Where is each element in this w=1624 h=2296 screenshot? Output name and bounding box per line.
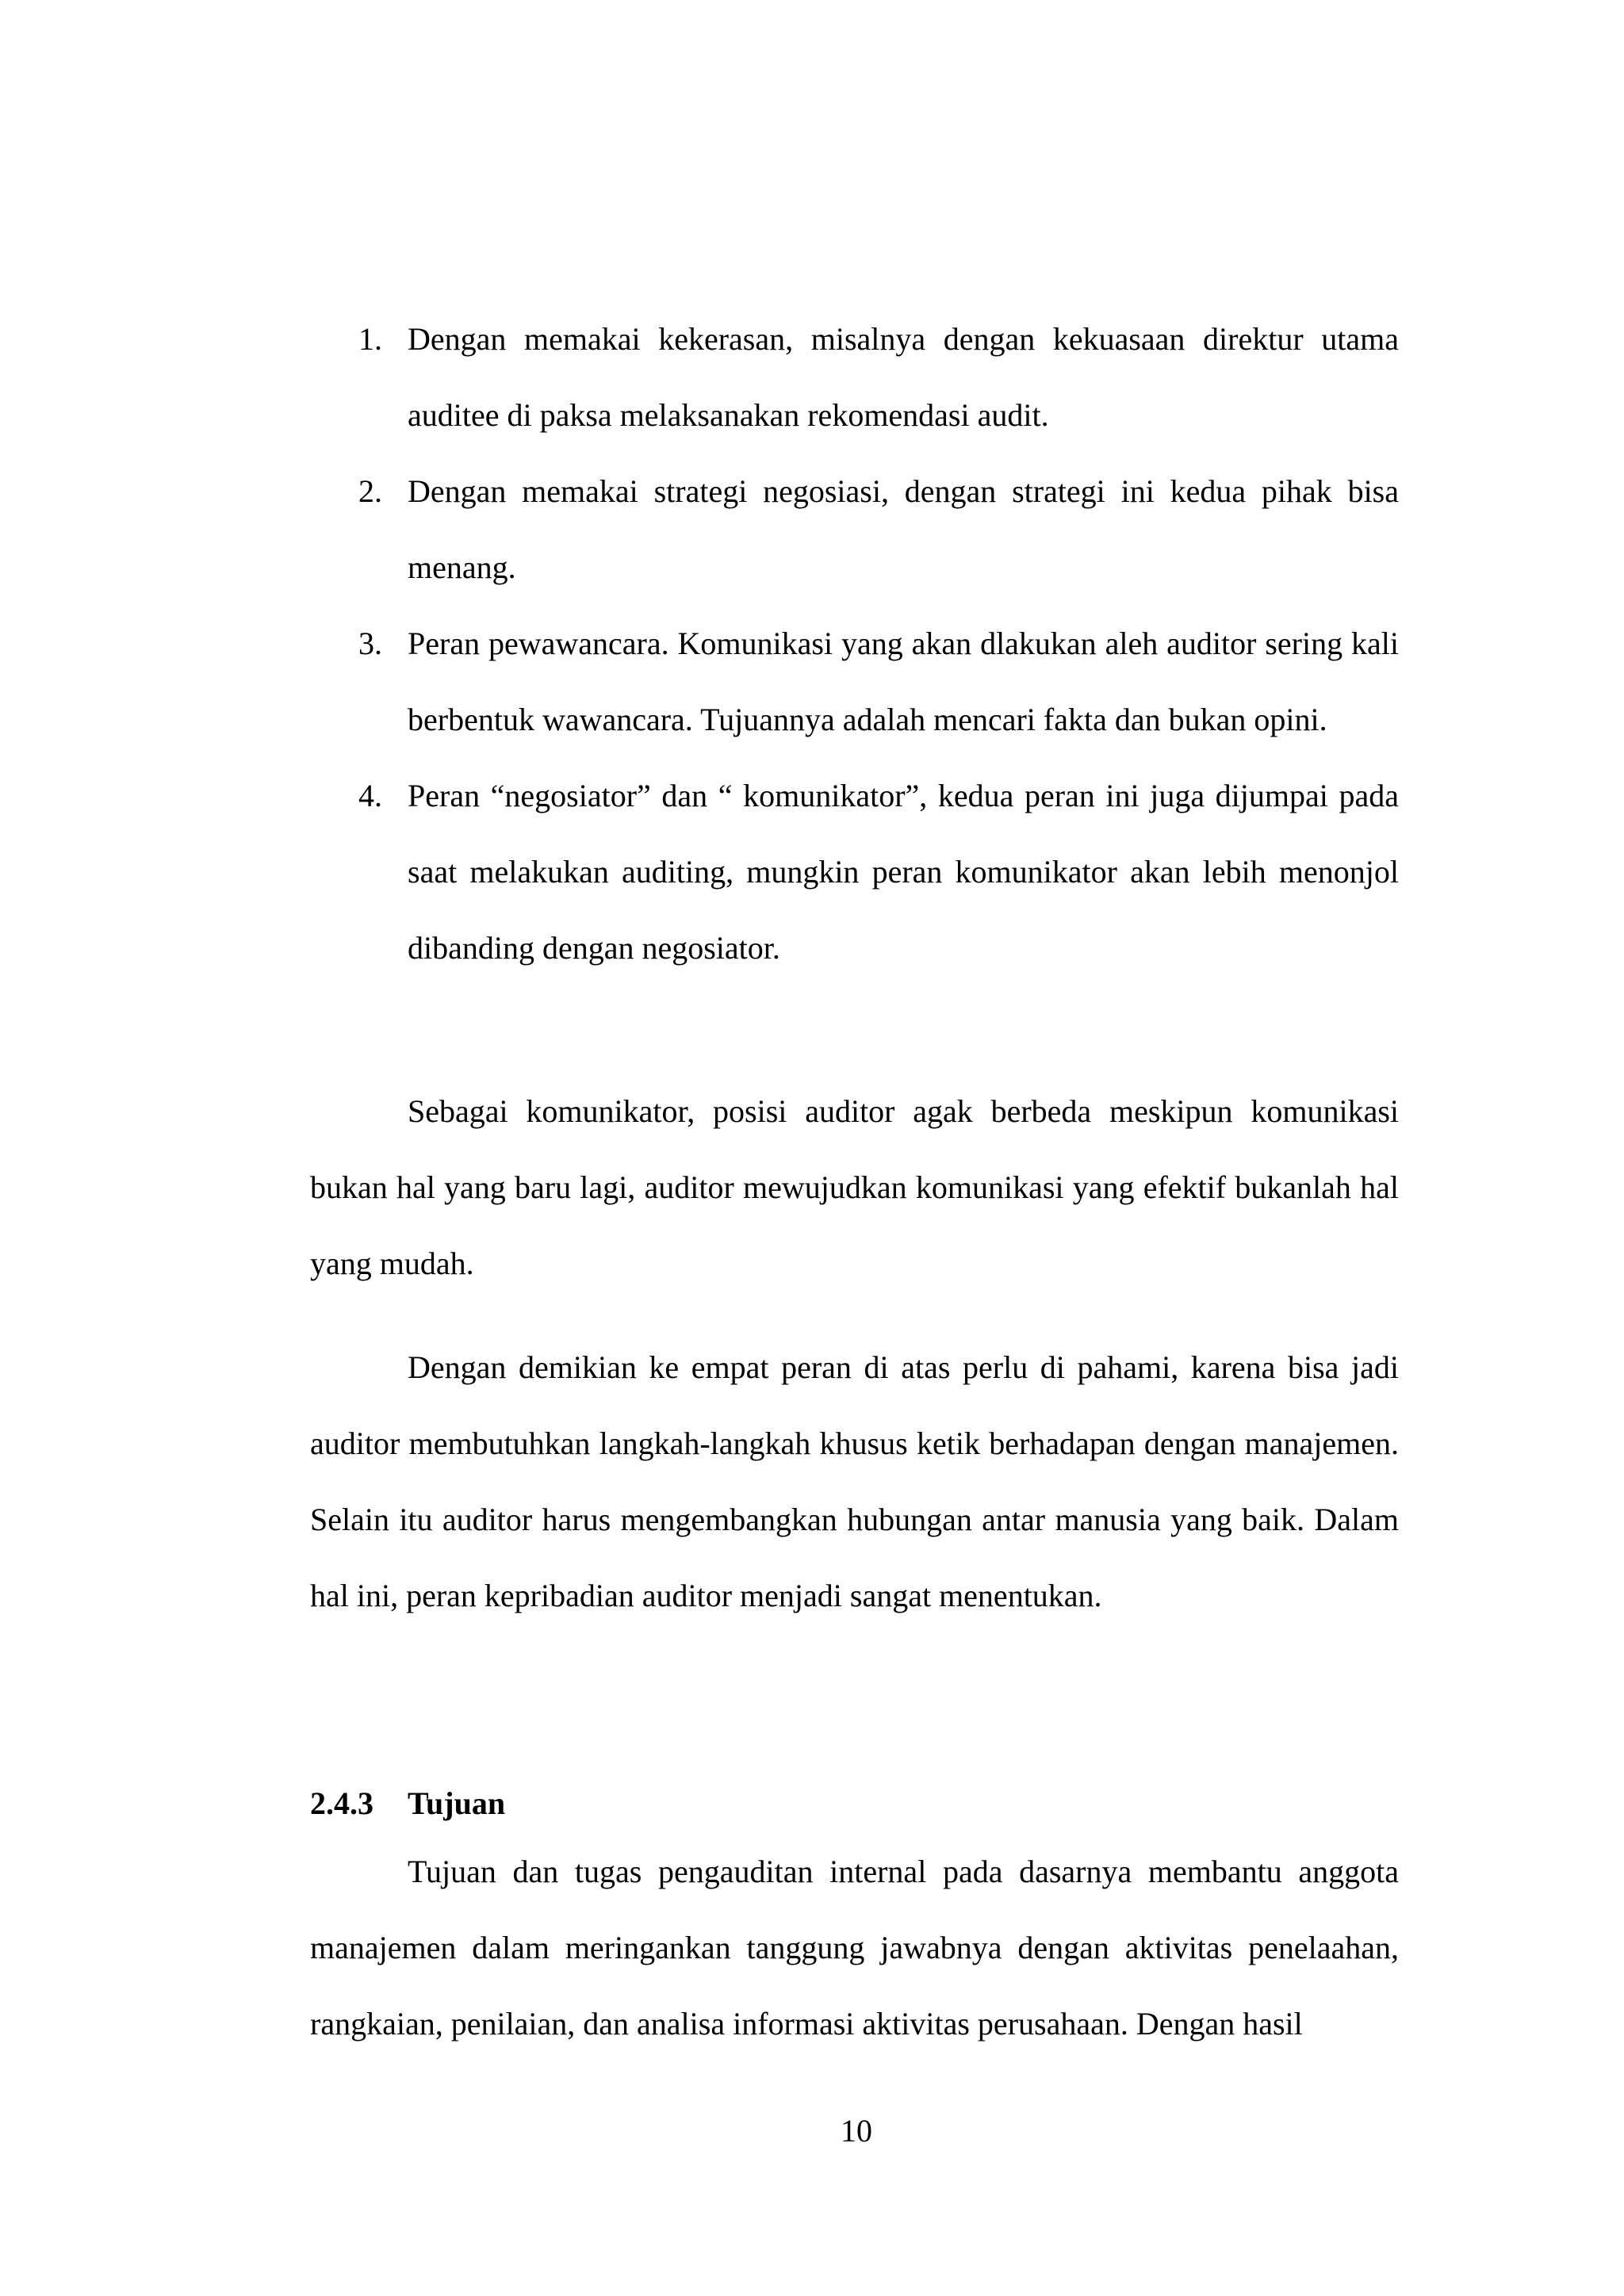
list-item-text: Dengan memakai strategi negosiasi, dengan strategi ini kedua pihak bisa menang. [408,473,1399,585]
list-item [358,301,1399,453]
section-title: Tujuan [408,1785,506,1821]
list-item-text: Peran “negosiator” dan “ komunikator”, kedua peran ini juga dijumpai pada saat melakukan auditing, mungkin peran komunikator akan lebih menonjol dibanding dengan negosiator. [408,778,1399,966]
section-number: 2.4.3 [310,1785,373,1821]
list-item [358,606,1399,758]
body-paragraph: Sebagai komunikator, posisi auditor agak berbeda meskipun komunikasi bukan hal yang baru lagi, auditor mewujudkan komunikasi yang efektif bukanlah hal yang mudah. [310,1093,1399,1281]
list-item-number: 1. [358,321,382,357]
body-paragraph: Tujuan dan tugas pengauditan internal pada dasarnya membantu anggota manajemen dalam meringankan tanggung jawabnya dengan aktivitas penelaahan, rangkaian, penilaian, dan analisa informasi aktivitas perusahaan. Dengan hasil [310,1854,1399,2042]
list-item-number: 4. [358,778,382,813]
list-item-number: 3. [358,626,382,661]
list-item [358,758,1399,986]
list-item-text: Peran pewawancara. Komunikasi yang akan dlakukan aleh auditor sering kali berbentuk wawancara. Tujuannya adalah mencari fakta dan bukan opini. [408,626,1399,737]
numbered-list [0,301,1624,986]
page-number: 10 [841,2113,872,2149]
list-item-number: 2. [358,473,382,509]
section-heading [310,1766,505,1842]
list-item-text: Dengan memakai kekerasan, misalnya dengan kekuasaan direktur utama auditee di paksa melaksanakan rekomendasi audit. [408,321,1399,433]
list-item [358,453,1399,606]
body-paragraph: Dengan demikian ke empat peran di atas perlu di pahami, karena bisa jadi auditor membutuhkan langkah-langkah khusus ketik berhadapan dengan manajemen. Selain itu auditor harus mengembangkan hubungan antar manusia yang baik. Dalam hal ini, peran kepribadian auditor menjadi sangat menentukan. [310,1349,1399,1613]
